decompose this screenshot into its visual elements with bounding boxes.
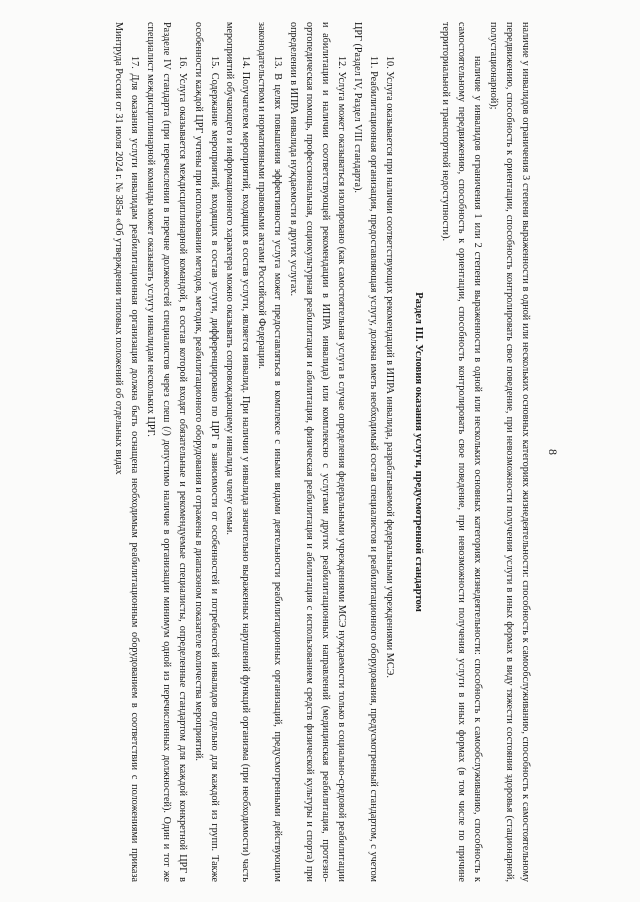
paragraph-14: 14. Получателем мероприятий, входящих в состав услуги, является инвалид. При наличии у инвалида значительно выраженных нарушений функций организма (при необходимости) часть мероприятий обучающего и информационного характера можно оказывать сопровождающему инвалида члену семьи.: [224, 22, 252, 882]
page-number: 8: [546, 449, 560, 455]
paragraph-15: 15. Содержание мероприятий, входящих в состав услуги, дифференцировано по ЦРГ в зависимости от особенностей и потребностей инвалидов отдельно для каждой из групп. Также особенности каждой ЦРГ учтены при использовании методов, методик, реабилитационного оборудования и отражены в диапазоном показателе количества мероприятий.: [192, 22, 220, 882]
paragraph-10: 10. Услуга оказывается при наличии соответствующих рекомендаций в ИПРА инвалида, разрабатываемой федеральными учреждениями МСЭ.: [383, 56, 395, 678]
section-heading: Раздел III. Условия оказания услуги, предусмотренной стандартом: [412, 292, 424, 612]
paragraph-16: 16. Услуга оказывается междисциплинарной командой, в состав которой входят обязательные и рекомендуемые специалисты, определенные стандартом для каждой конкретной ЦРГ в Разделе IV стандарта (при перечислении в перечне должностей специалистов через слеш (/) допустимо наличие в организации минимум одной из перечисленных должностей). Один и тот же специалист междисциплинарной команды может оказывать услугу инвалидам нескольких ЦРГ.: [144, 22, 188, 882]
paragraph-11: 11. Реабилитационная организация, предоставляющая услугу, должна иметь необходимый состав специалистов и реабилитационного оборудования, предусмотренный стандартом, с учетом ЦРГ (Раздел IV, Раздел VIII стандарта).: [351, 22, 379, 882]
paragraph-17: 17. Для оказания услуги инвалидам реабилитационная организация должна быть оснащена необходимым реабилитационным оборудованием в соответствии с положениями приказа Минтруда России от 31 июля 2024 г. № 385н «Об утверждении типовых положений об отдельных видах: [113, 22, 141, 882]
paragraph-13: 13. В целях повышения эффективности услуга может предоставляться в комплексе с иными видами деятельности реабилитационных организаций, предусмотренными действующим законодательством и нормативными правовыми актами Российской Федерации.: [256, 22, 284, 882]
paragraph-12: 12. Услуга может оказываться изолировано (как самостоятельная услуга в случае определения федеральными учреждениями МСЭ нуждаемости только в социально-средовой реабилитации и абилитации и наличии соответствующей рекомендации в ИПРА инвалида) или комплексно с услугами других реабилитационных направлений (медицинская реабилитация, протезно-ортопедическая помощь, профессиональная, социокультурная реабилитация и абилитация, физическая реабилитация и абилитация с использованием средств физической культуры и спорта) при определении в ИПРА инвалида нуждаемости в других услугах.: [288, 22, 347, 882]
paragraph-continuation: наличие у инвалидов ограничения 3 степени выраженности в одной или нескольких основных категориях жизнедеятельности: способность к самообслуживанию, способность к самостоятельному передвижению, способность к ориентации, способность контролировать свое поведение, при невозможности получения услуги в иных формах в виду тяжести состояния здоровья (стационарной, полустационарной);: [488, 22, 531, 882]
paragraph-continuation-2: наличие у инвалидов ограничения 1 или 2 степени выраженности в одной или нескольких основных категориях жизнедеятельности: способность к самообслуживанию, способность к самостоятельному передвижению, способность к ориентации, способность контролировать свое поведение, при невозможности получения услуги в иных формах (в том числе по причине территориальной и транспортной недоступности).: [440, 22, 484, 882]
rotated-text-block: [30, 22, 560, 882]
